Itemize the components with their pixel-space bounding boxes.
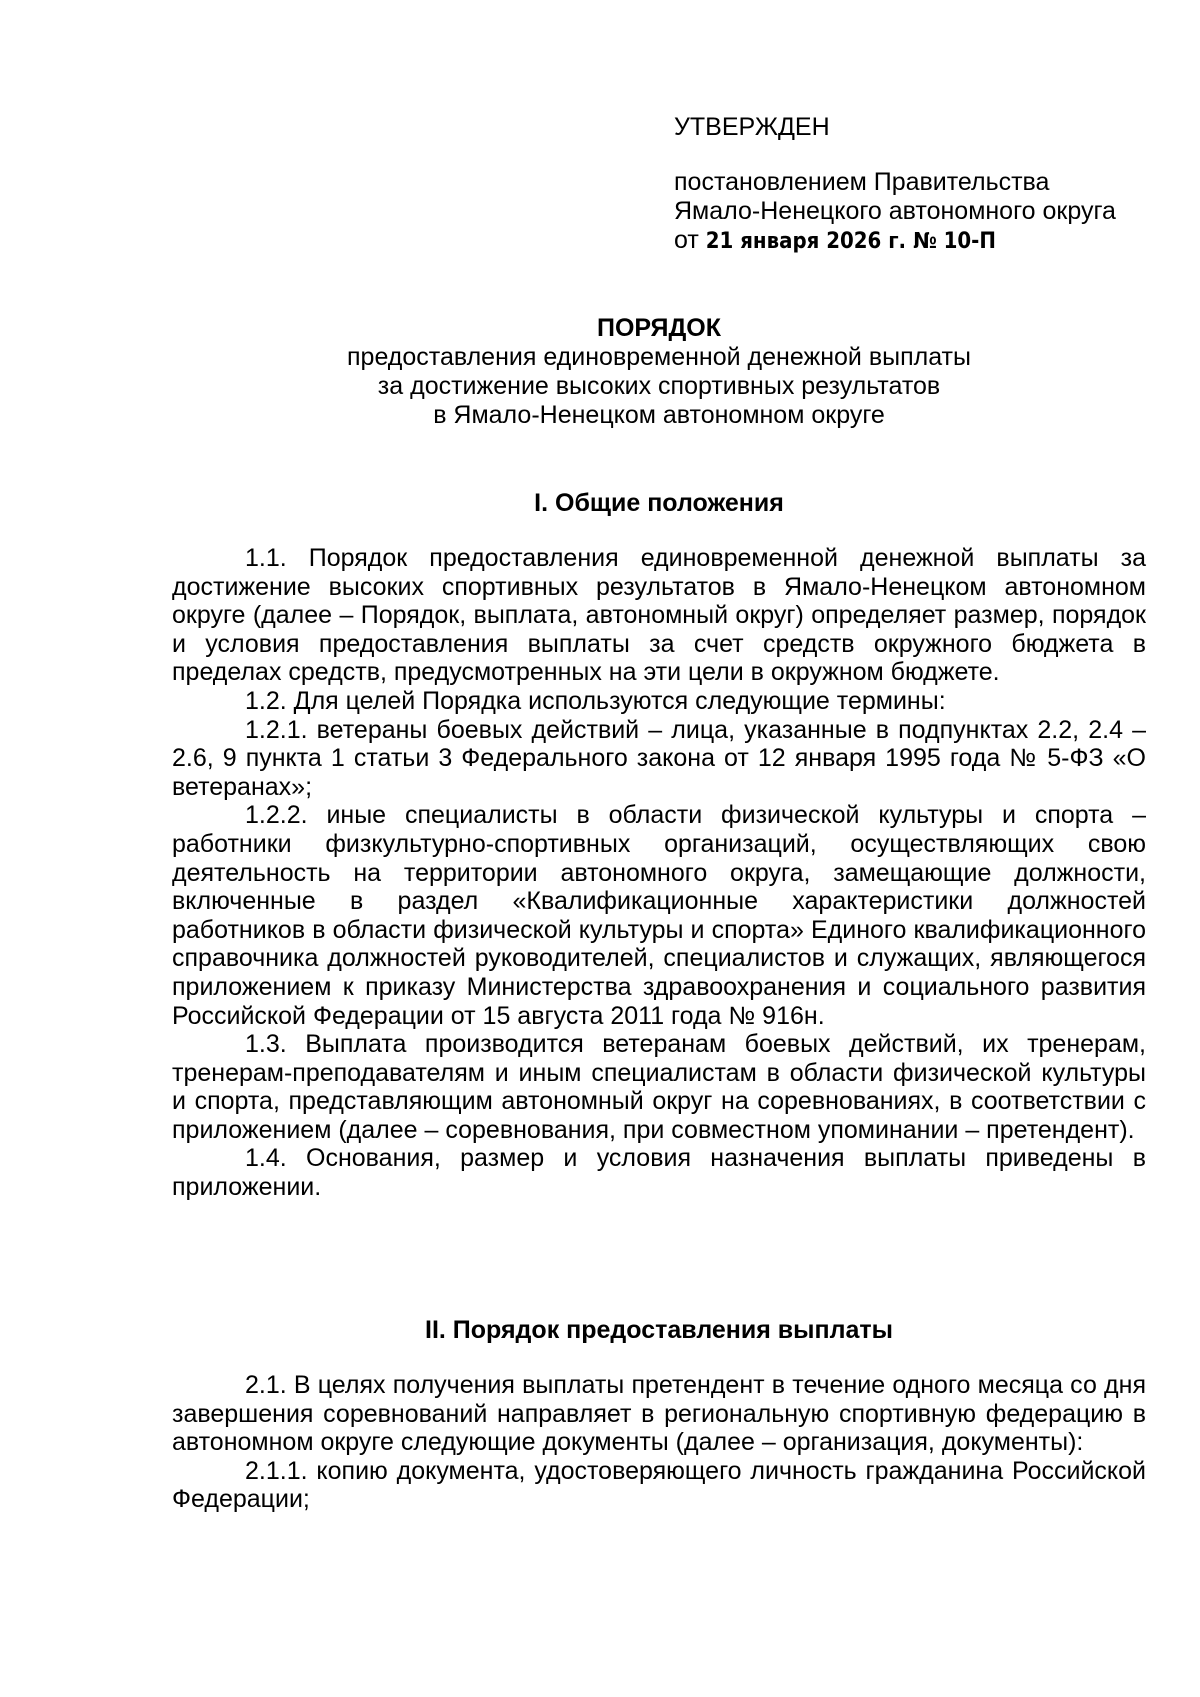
paragraph-1-1: 1.1. Порядок предоставления единовременной денежной выплаты за достижение высоких спортивных результатов в Ямало-Ненецком автономном округе (далее – Порядок, выплата, автономный округ) определяет размер, порядок и условия предоставления выплаты за счет средств окружного бюджета в пределах средств, предусмотренных на эти цели в окружном бюджете. xyxy=(172,544,1146,687)
approval-date xyxy=(674,226,1144,256)
paragraph-2-1-1: 2.1.1. копию документа, удостоверяющего личность гражданина Российской Федерации; xyxy=(172,1456,1146,1514)
section-1-body xyxy=(172,544,1146,1202)
document-title-block xyxy=(172,314,1146,430)
document-subtitle-line-2: за достижение высоких спортивных результатов xyxy=(377,372,941,400)
document-title: ПОРЯДОК xyxy=(597,314,721,342)
approval-date-prefix: от xyxy=(674,226,706,254)
paragraph-1-3: 1.3. Выплата производится ветеранам боевых действий, их тренерам, тренерам-преподавателям и иным специалистам в области физической культуры и спорта, представляющим автономный округ на соревнованиях, в соответствии с приложением (далее – соревнования, при совместном упоминании – претендент). xyxy=(172,1030,1146,1144)
approval-date-value: 21 января 2026 г. № 10-П xyxy=(705,229,996,254)
approval-block xyxy=(674,113,1144,256)
paragraph-2-1: 2.1. В целях получения выплаты претендент в течение одного месяца со дня завершения соревнований направляет в региональную спортивную федерацию в автономном округе следующие документы (далее – организация, документы): xyxy=(172,1371,1146,1457)
document-subtitle-line-3: в Ямало-Ненецком автономном округе xyxy=(433,401,885,429)
paragraph-1-2-1: 1.2.1. ветераны боевых действий – лица, указанные в подпунктах 2.2, 2.4 – 2.6, 9 пункта 1 статьи 3 Федерального закона от 12 января 1995 года № 5-ФЗ «О ветеранах»; xyxy=(172,715,1146,801)
paragraph-1-2: 1.2. Для целей Порядка используются следующие термины: xyxy=(245,686,946,715)
approval-line-2: Ямало-Ненецкого автономного округа xyxy=(674,197,1116,225)
section-1-heading: I. Общие положения xyxy=(534,489,784,517)
section-2-heading: II. Порядок предоставления выплаты xyxy=(425,1316,893,1344)
paragraph-1-4: 1.4. Основания, размер и условия назначения выплаты приведены в приложении. xyxy=(172,1144,1146,1202)
document-subtitle-line-1: предоставления единовременной денежной выплаты xyxy=(347,343,971,371)
paragraph-1-2-2: 1.2.2. иные специалисты в области физической культуры и спорта – работники физкультурно-спортивных организаций, осуществляющих свою деятельность на территории автономного округа, замещающие должности, включенные в раздел «Квалификационные характеристики должностей работников в области физической культуры и спорта» Единого квалификационного справочника должностей руководителей, специалистов и служащих, являющегося приложением к приказу Министерства здравоохранения и социального развития Российской Федерации от 15 августа 2011 года № 916н. xyxy=(172,801,1146,1030)
approval-stamp: УТВЕРЖДЕН xyxy=(674,113,830,141)
section-2-body xyxy=(172,1371,1146,1514)
approval-line-1: постановлением Правительства xyxy=(674,168,1050,196)
